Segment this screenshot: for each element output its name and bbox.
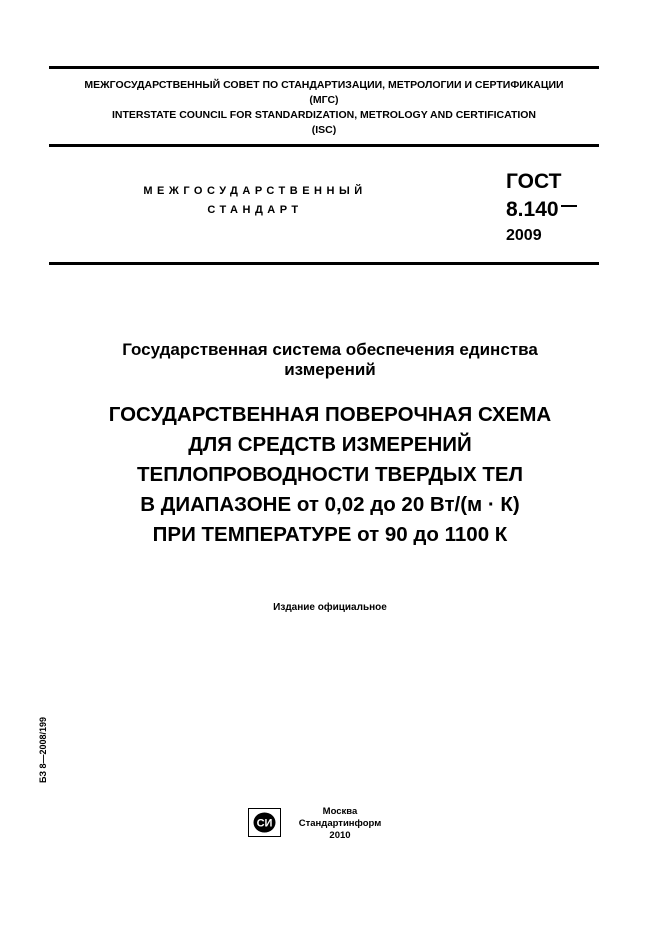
standard-kind xyxy=(120,182,390,220)
bottom-rule xyxy=(49,262,599,265)
document-title-line5: ПРИ ТЕМПЕРАТУРЕ от 90 до 1100 К xyxy=(152,523,508,546)
publisher-logo-text: СИ xyxy=(256,817,273,830)
system-title xyxy=(40,340,620,380)
document-title-line4: В ДИАПАЗОНЕ от 0,02 до 20 Вт/(м · К) xyxy=(140,493,520,516)
council-name-en: INTERSTATE COUNCIL FOR STANDARDIZATION, METROLOGY AND CERTIFICATION xyxy=(111,109,537,121)
council-abbr-ru: (МГС) xyxy=(309,94,339,106)
document-title-line1: ГОСУДАРСТВЕННАЯ ПОВЕРОЧНАЯ СХЕМА xyxy=(108,403,552,426)
designation-number-row xyxy=(506,196,577,224)
document-title-line3: ТЕПЛОПРОВОДНОСТИ ТВЕРДЫХ ТЕЛ xyxy=(137,463,523,486)
middle-rule xyxy=(49,144,599,147)
council-abbr-en: (ISC) xyxy=(311,124,337,136)
designation-prefix: ГОСТ xyxy=(506,170,562,193)
council-header xyxy=(49,78,599,138)
publisher-name: Стандартинформ xyxy=(298,818,382,829)
edition-label: Издание официальное xyxy=(273,602,387,613)
publisher-info xyxy=(290,806,390,842)
system-title-line1: Государственная система обеспечения единства xyxy=(122,340,538,359)
publisher-year: 2010 xyxy=(329,830,351,841)
designation-dash xyxy=(561,205,577,207)
standard-kind-line1: МЕЖГОСУДАРСТВЕННЫЙ xyxy=(143,185,367,197)
publisher-city: Москва xyxy=(322,806,358,817)
side-code: БЗ 8—2008/199 xyxy=(38,716,48,783)
document-title-line2: ДЛЯ СРЕДСТВ ИЗМЕРЕНИЙ xyxy=(188,433,472,456)
publisher-logo-icon xyxy=(248,808,281,837)
system-title-line2: измерений xyxy=(284,360,376,379)
designation-year: 2009 xyxy=(506,227,542,244)
standard-designation xyxy=(506,168,577,248)
top-rule xyxy=(49,66,599,69)
council-name-ru: МЕЖГОСУДАРСТВЕННЫЙ СОВЕТ ПО СТАНДАРТИЗАЦИИ, МЕТРОЛОГИИ И СЕРТИФИКАЦИИ xyxy=(84,79,564,91)
document-title xyxy=(30,400,630,550)
standard-kind-line2: СТАНДАРТ xyxy=(207,204,303,216)
designation-number: 8.140 xyxy=(506,198,559,221)
